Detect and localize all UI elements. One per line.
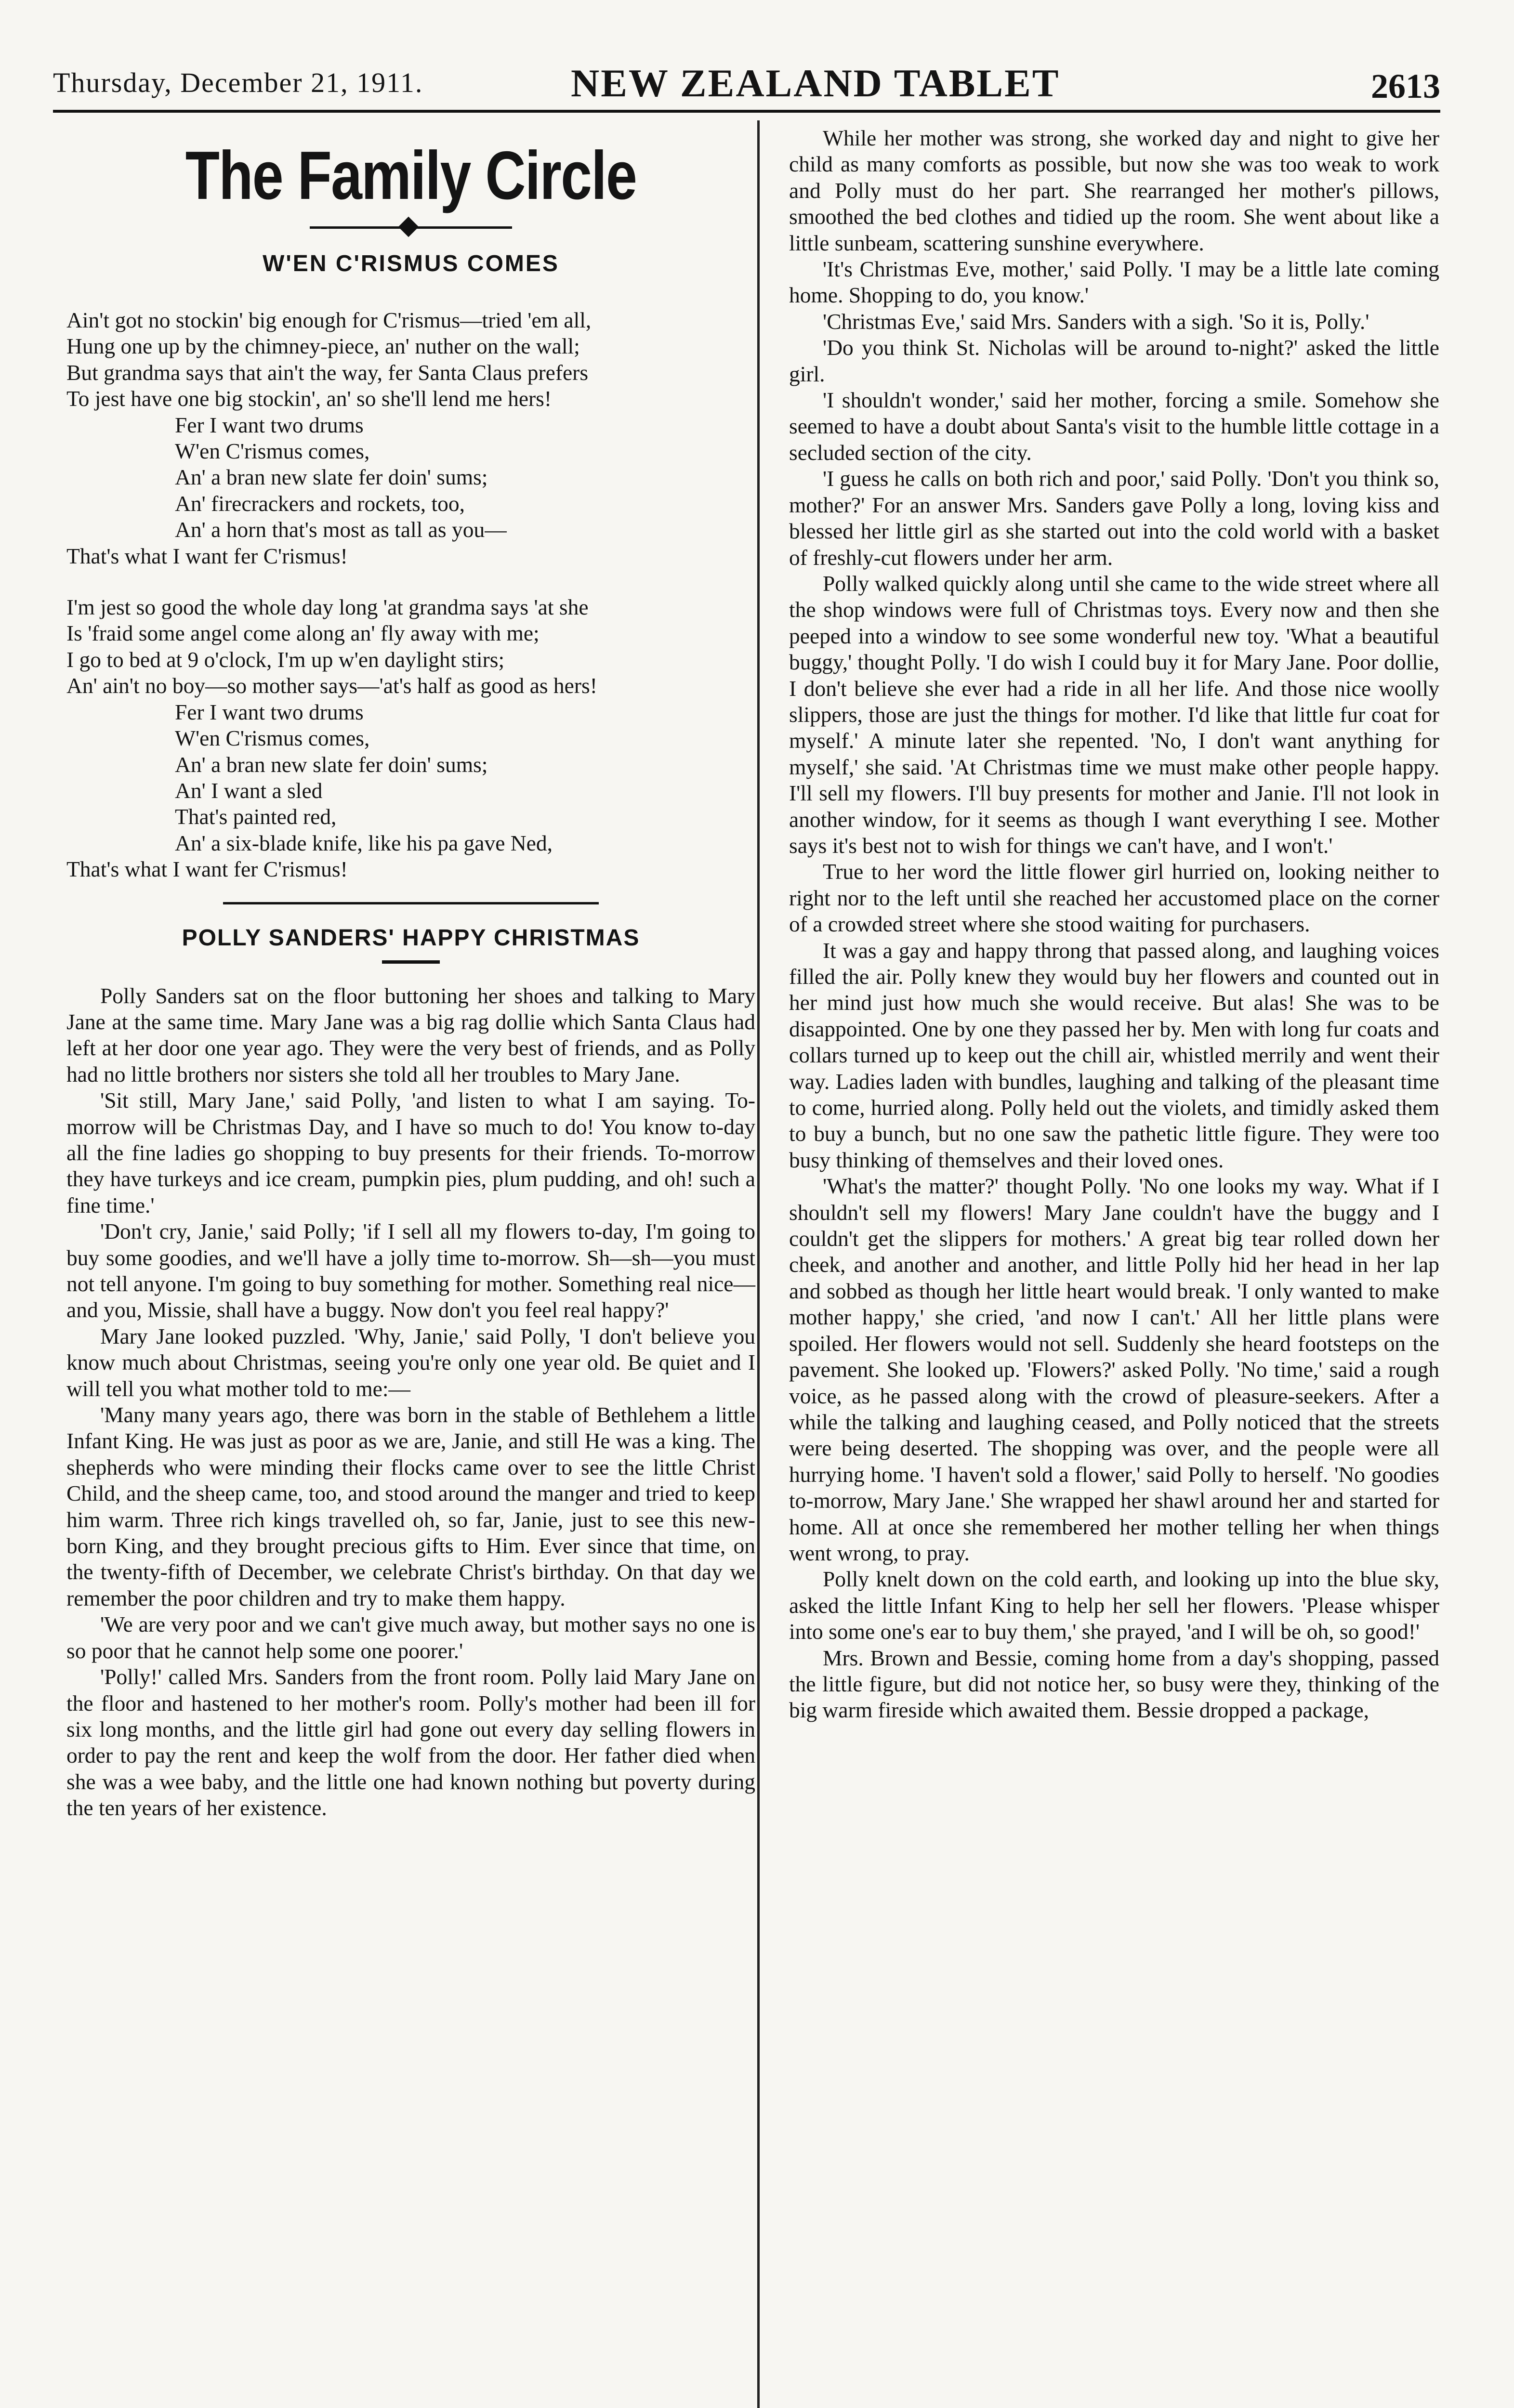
column-divider xyxy=(757,120,760,2408)
story-paragraph: Mary Jane looked puzzled. 'Why, Janie,' said Polly, 'I don't believe you know much about Christmas, seeing you're only one year old. Be quiet and I will tell you what mother told to me:— xyxy=(66,1323,755,1401)
page-header xyxy=(53,52,1440,110)
poem-line: An' a six-blade knife, like his pa gave Ned, xyxy=(175,830,553,855)
story-paragraph: 'It's Christmas Eve, mother,' said Polly. 'I may be a little late coming home. Shopping to do, you know.' xyxy=(789,257,1439,308)
stanza-break xyxy=(66,569,755,594)
story-paragraph: 'I guess he calls on both rich and poor,' said Polly. 'Don't you think so, mother?' For an answer Mrs. Sanders gave Polly a long, loving kiss and blessed her little girl as she started out into the cold world with a basket of freshly-cut flowers under her arm. xyxy=(789,466,1439,570)
story-text-left xyxy=(66,983,755,1821)
poem-line: Fer I want two drums xyxy=(175,412,364,437)
story-paragraph: 'What's the matter?' thought Polly. 'No one looks my way. What if I shouldn't sell my flowers! Mary Jane couldn't have the buggy and I couldn't get the slippers for mothers.' A great big tear rolled down her cheek, and another and another, and little Polly hid her head in her lap and sobbed as though her little heart would break. 'I only wanted to make mother happy,' she cried, 'and now I can't.' All her little plans were spoiled. Her flowers would not sell. Suddenly she heard footsteps on the pavement. She looked up. 'Flowers?' asked Polly. 'No time,' said a rough voice, as he passed along with the crowd of pleasure-seekers. After a while the talking and laughing ceased, and Polly noticed that the streets were being deserted. The shopping was over, and the people were all hurrying home. 'I haven't sold a flower,' said Polly to herself. 'No goodies to-morrow, Mary Jane.' She wrapped her shawl around her and started for home. All at once she remembered her mother telling her when things went wrong, to pray. xyxy=(789,1174,1439,1565)
story-paragraph: 'Many many years ago, there was born in the stable of Bethlehem a little Infant King. He was just as poor as we are, Janie, and still He was a king. The shepherds who were minding their flocks came over to see the little Christ Child, and the sheep came, too, and stood around the manger and tried to keep him warm. Three rich kings travelled oh, so far, Janie, just to see this new-born King, and they brought precious gifts to Him. Ever since that time, on the twenty-fifth of December, we celebrate Christ's birthday. On that day we remember the poor children and try to make them happy. xyxy=(66,1402,755,1610)
poem-line: Ain't got no stockin' big enough for C'rismus—tried 'em all, xyxy=(66,308,592,332)
poem-line: An' firecrackers and rockets, too, xyxy=(175,491,465,516)
story-paragraph: Polly Sanders sat on the floor buttoning her shoes and talking to Mary Jane at the same time. Mary Jane was a big rag dollie which Santa Claus had left at her door one year ago. They were the very best of friends, and as Polly had no little brothers nor sisters she told all her troubles to Mary Jane. xyxy=(66,983,755,1086)
poem-line: That's what I want fer C'rismus! xyxy=(66,543,348,568)
story-paragraph: While her mother was strong, she worked day and night to give her child as many comforts as possible, but now she was too weak to work and Polly must do her part. She rearranged her mother's pillows, smoothed the bed clothes and tidied up the room. She went about like a little sunbeam, scattering sunshine everywhere. xyxy=(789,126,1439,255)
story-paragraph: 'Sit still, Mary Jane,' said Polly, 'and listen to what I am saying. To-morrow will be Christmas Day, and I have so much to do! You know to-day all the fine ladies go shopping to buy presents for their friends. To-morrow they have turkeys and ice cream, pumpkin pies, plum pudding, and oh! such a fine time.' xyxy=(66,1088,755,1217)
poem-line: I go to bed at 9 o'clock, I'm up w'en daylight stirs; xyxy=(66,647,505,672)
masthead: NEW ZEALAND TABLET xyxy=(571,61,1060,105)
poem-line: That's what I want fer C'rismus! xyxy=(66,857,348,882)
poem-line: W'en C'rismus comes, xyxy=(175,439,370,464)
story-paragraph: Polly knelt down on the cold earth, and looking up into the blue sky, asked the little Infant King to help her sell her flowers. 'Please whisper into some one's ear to buy them,' she prayed, 'and I will be oh, so good!' xyxy=(789,1567,1439,1644)
poem xyxy=(66,307,755,883)
story-text-right xyxy=(789,125,1439,1724)
story-paragraph: True to her word the little flower girl hurried on, looking neither to right nor to the left until she reached her accustomed place on the corner of a crowded street where she stood waiting for purchasers. xyxy=(789,859,1439,937)
poem-title: W'EN C'RISMUS COMES xyxy=(263,251,559,276)
poem-line: Is 'fraid some angel come along an' fly away with me; xyxy=(66,621,540,646)
poem-line: An' a bran new slate fer doin' sums; xyxy=(175,465,488,490)
section-divider xyxy=(223,902,599,904)
poem-line: An' ain't no boy—so mother says—'at's half as good as hers! xyxy=(66,673,597,698)
poem-line: W'en C'rismus comes, xyxy=(175,726,370,751)
page-number: 2613 xyxy=(1371,67,1440,105)
poem-line: An' a horn that's most as tall as you— xyxy=(175,517,507,542)
story-paragraph: It was a gay and happy throng that passed along, and laughing voices filled the air. Polly knew they would buy her flowers and counted out in her mind just how much she would receive. But alas! She was to be disappointed. One by one they passed her by. Men with long fur coats and collars turned up to keep out the chill air, whistled merrily and went their way. Ladies laden with bundles, laughing and talking of the pleasant time to come, hurried along. Polly held out the violets, and timidly asked them to buy a bunch, but no one saw the pathetic little figure. They were too busy thinking of themselves and their loved ones. xyxy=(789,938,1439,1172)
story-paragraph: Mrs. Brown and Bessie, coming home from a day's shopping, passed the little figure, but did not notice her, so busy were they, thinking of the big warm fireside which awaited them. Bessie dropped a package, xyxy=(789,1645,1439,1723)
section-title: The Family Circle xyxy=(185,137,637,214)
story-paragraph: 'I shouldn't wonder,' said her mother, forcing a smile. Somehow she seemed to have a doubt about Santa's visit to the humble little cottage in a secluded section of the city. xyxy=(789,388,1439,465)
poem-line: Hung one up by the chimney-piece, an' nuther on the wall; xyxy=(66,334,580,359)
right-column xyxy=(789,125,1439,1724)
header-rule xyxy=(53,110,1440,113)
story-paragraph: Polly walked quickly along until she came to the wide street where all the shop windows were full of Christmas toys. Every now and then she peeped into a window to see some wonderful new toy. 'What a beautiful buggy,' thought Polly. 'I do wish I could buy it for Mary Jane. Poor dollie, I don't believe she ever had a ride in all her life. And those nice woolly slippers, those are just the things for mother. I'd like that little fur coat for myself.' A minute later she repented. 'No, I don't want anything for myself,' she said. 'At Christmas time we must make other people happy. I'll sell my flowers. I'll buy presents for mother and Janie. I'll not look in another window, for it seems as though I want everything I see. Mother says it's best not to wish for things we can't have, and I won't.' xyxy=(789,571,1439,858)
poem-line: To jest have one big stockin', an' so she'll lend me hers! xyxy=(66,386,552,411)
poem-line: But grandma says that ain't the way, fer Santa Claus prefers xyxy=(66,360,589,385)
poem-line: That's painted red, xyxy=(175,804,337,829)
poem-line: An' I want a sled xyxy=(175,778,323,803)
story-paragraph: 'Christmas Eve,' said Mrs. Sanders with a sigh. 'So it is, Polly.' xyxy=(823,309,1369,334)
story-paragraph: 'We are very poor and we can't give much away, but mother says no one is so poor that he cannot help some one poorer.' xyxy=(66,1612,755,1663)
issue-date: Thursday, December 21, 1911. xyxy=(53,67,423,98)
story-paragraph: 'Do you think St. Nicholas will be around to-night?' asked the little girl. xyxy=(789,335,1439,386)
story-title-rule xyxy=(382,960,440,964)
poem-line: I'm jest so good the whole day long 'at grandma says 'at she xyxy=(66,595,589,620)
story-title: POLLY SANDERS' HAPPY CHRISTMAS xyxy=(182,925,640,951)
left-column xyxy=(66,125,755,1821)
title-ornament xyxy=(310,217,512,238)
poem-line: Fer I want two drums xyxy=(175,699,364,724)
story-paragraph: 'Don't cry, Janie,' said Polly; 'if I sell all my flowers to-day, I'm going to buy some goodies, and we'll have a jolly time to-morrow. Sh—sh—you must not tell anyone. I'm going to buy something for mother. Something real nice—and you, Missie, shall have a buggy. Now don't you feel real happy?' xyxy=(66,1219,755,1322)
poem-line: An' a bran new slate fer doin' sums; xyxy=(175,752,488,777)
story-paragraph: 'Polly!' called Mrs. Sanders from the front room. Polly laid Mary Jane on the floor and hastened to her mother's room. Polly's mother had been ill for six long months, and the little girl had gone out every day selling flowers in order to pay the rent and keep the wolf from the door. Her father died when she was a wee baby, and the little one had known nothing but poverty during the ten years of her existence. xyxy=(66,1664,755,1820)
